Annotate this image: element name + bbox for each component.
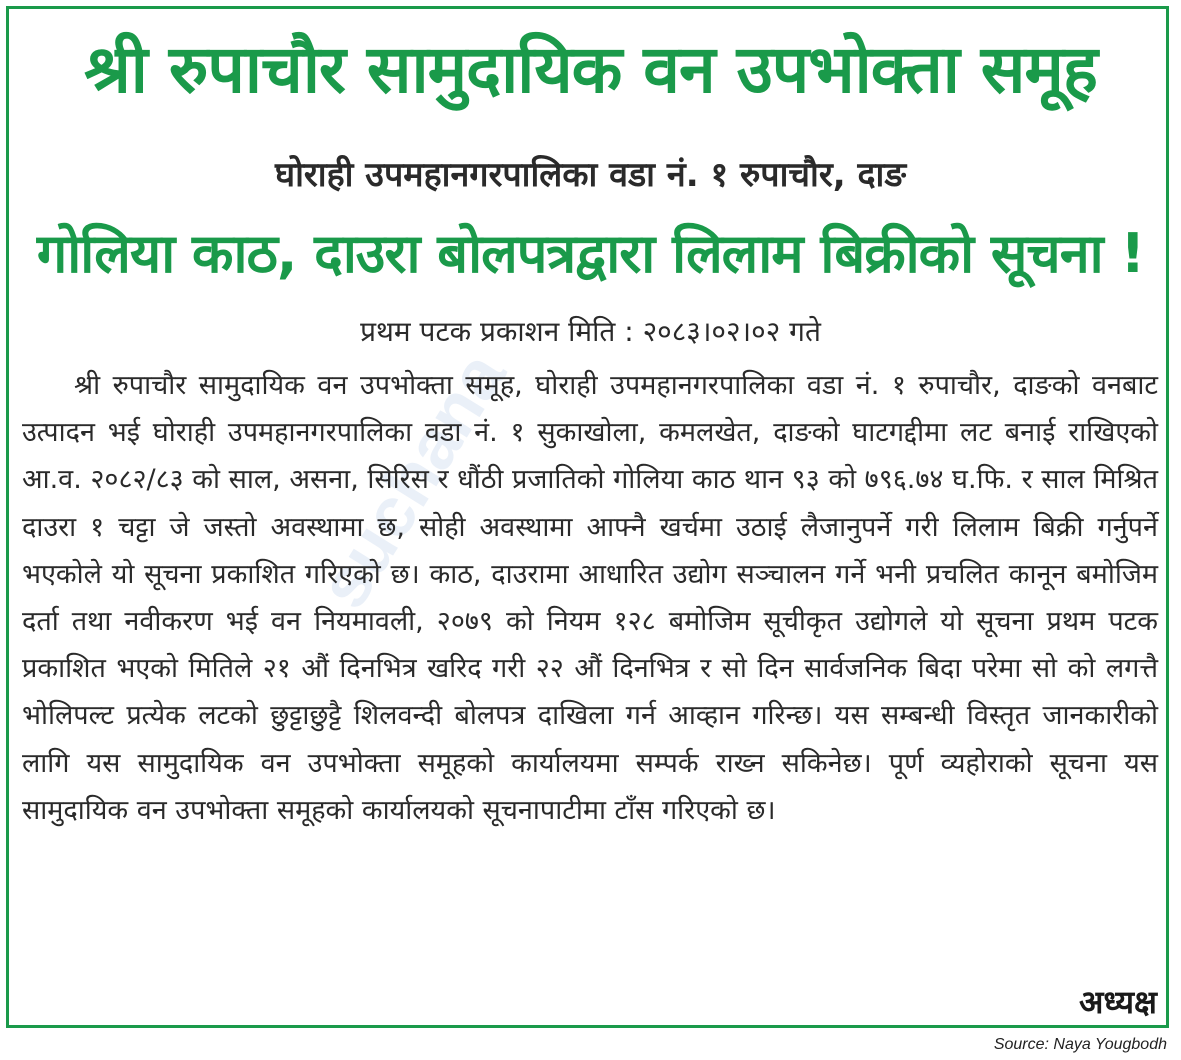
source-credit: Source: Naya Yougbodh <box>993 1036 1167 1053</box>
org-address: घोराही उपमहानगरपालिका वडा नं. १ रुपाचौर, दाङ <box>275 155 906 195</box>
notice-heading: गोलिया काठ, दाउरा बोलपत्रद्वारा लिलाम बिक्रीको सूचना ! <box>36 222 1145 285</box>
notice-body: श्री रुपाचौर सामुदायिक वन उपभोक्ता समूह, घोराही उपमहानगरपालिका वडा नं. १ रुपाचौर, दाङको वनबाट उत्पादन भई घोराही उपमहानगरपालिका वडा नं. १ सुकाखोला, कमलखेत, दाङको घाटगद्दीमा लट बनाई राखिएको आ.व. २०८२/८३ को साल, असना, सिरिस र धौंठी प्रजातिको गोलिया काठ थान ९३ को ७९६.७४ घ.फि. र साल मिश्रित दाउरा १ चट्टा जे जस्तो अवस्थामा छ, सोही अवस्थामा आफ्नै खर्चमा उठाई लैजानुपर्ने गरी लिलाम बिक्री गर्नुपर्ने भएकोले यो सूचना प्रकाशित गरिएको छ। काठ, दाउरामा आधारित उद्योग सञ्चालन गर्ने भनी प्रचलित कानून बमोजिम दर्ता तथा नवीकरण भई वन नियमावली, २०७९ को नियम १२८ बमोजिम सूचीकृत उद्योगले यो सूचना प्रथम पटक प्रकाशित भएको मितिले २१ औं दिनभित्र खरिद गरी २२ औं दिनभित्र र सो दिन सार्वजनिक बिदा परेमा सो को लगत्तै भोलिपल्ट प्रत्येक लटको छुट्टाछुट्टै शिलवन्दी बोलपत्र दाखिला गर्न आव्हान गरिन्छ। यस सम्बन्धी विस्तृत जानकारीको लागि यस सामुदायिक वन उपभोक्ता समूहको कार्यालयमा सम्पर्क राख्न सकिनेछ। पूर्ण व्यहोराको सूचना यस सामुदायिक वन उपभोक्ता समूहको कार्यालयको सूचनापाटीमा टाँस गरिएको छ। <box>22 370 1159 826</box>
signature-chairperson: अध्यक्ष <box>1079 983 1157 1021</box>
watermark: suchana <box>303 338 521 622</box>
publish-date: प्रथम पटक प्रकाशन मिति : २०८३।०२।०२ गते <box>360 315 821 348</box>
org-title: श्री रुपाचौर सामुदायिक वन उपभोक्ता समूह <box>84 31 1097 108</box>
